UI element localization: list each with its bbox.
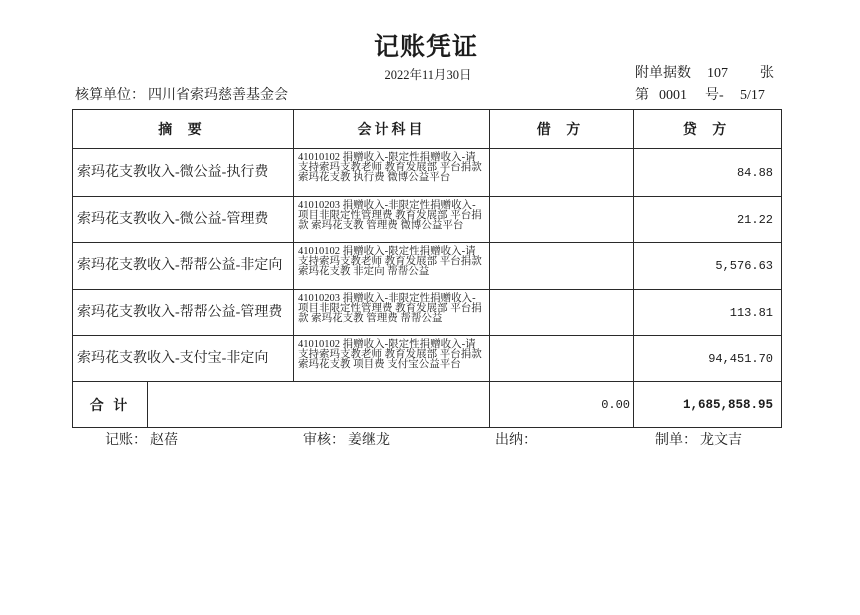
voucher-title: 记账凭证 bbox=[373, 34, 478, 61]
header-account: 会计科目 bbox=[294, 110, 490, 149]
row-account-cell bbox=[294, 197, 490, 243]
row-credit: 113.81 bbox=[634, 290, 782, 336]
row-summary: 索玛花支教收入-支付宝-非定向 bbox=[73, 336, 294, 382]
row-account: 41010203 捐赠收入-非限定性捐赠收入-项目非限定性管理费 教育发展部 平台捐款 索玛花支教 管理费 微博公益平台 bbox=[298, 200, 482, 232]
cashier-label: 出纳： bbox=[495, 433, 537, 448]
row-credit: 84.88 bbox=[634, 149, 782, 197]
reviewer-label: 审核： bbox=[303, 433, 345, 448]
row-credit: 21.22 bbox=[634, 197, 782, 243]
row-debit bbox=[490, 197, 634, 243]
row-account-cell bbox=[294, 149, 490, 197]
preparer-name: 龙文吉 bbox=[700, 433, 742, 448]
row-account: 41010102 捐赠收入-限定性捐赠收入-请支持索玛支教老师 教育发展部 平台捐款 索玛花支教 非定向 帮帮公益 bbox=[298, 246, 482, 278]
row-debit bbox=[490, 290, 634, 336]
attachment-count-label: 附单据数 bbox=[635, 66, 691, 81]
accounting-unit-name: 四川省索玛慈善基金会 bbox=[148, 88, 288, 103]
attachment-unit: 张 bbox=[760, 66, 774, 81]
accounting-unit-label: 核算单位： bbox=[75, 88, 145, 103]
row-account-cell bbox=[294, 336, 490, 382]
row-debit bbox=[490, 336, 634, 382]
row-summary: 索玛花支教收入-帮帮公益-非定向 bbox=[73, 243, 294, 290]
table-row bbox=[73, 149, 782, 197]
row-debit bbox=[490, 149, 634, 197]
table-row bbox=[73, 290, 782, 336]
header-credit: 贷 方 bbox=[634, 110, 782, 149]
total-blank-cell bbox=[148, 382, 490, 428]
reviewer-name: 姜继龙 bbox=[348, 433, 390, 448]
header-summary: 摘 要 bbox=[73, 110, 294, 149]
table-row bbox=[73, 197, 782, 243]
row-account: 41010102 捐赠收入-限定性捐赠收入-请支持索玛支教老师 教育发展部 平台捐款 索玛花支教 项目费 支付宝公益平台 bbox=[298, 339, 482, 371]
attachment-count: 107 bbox=[707, 66, 728, 81]
row-credit: 94,451.70 bbox=[634, 336, 782, 382]
row-account: 41010203 捐赠收入-非限定性捐赠收入-项目非限定性管理费 教育发展部 平台捐款 索玛花支教 管理费 帮帮公益 bbox=[298, 293, 482, 325]
voucher-date: 2022年11月30日 bbox=[384, 68, 472, 82]
bookkeeper-label: 记账： bbox=[105, 433, 147, 448]
row-summary: 索玛花支教收入-微公益-执行费 bbox=[73, 149, 294, 197]
total-row bbox=[73, 382, 782, 428]
total-credit: 1,685,858.95 bbox=[634, 382, 782, 428]
row-summary: 索玛花支教收入-帮帮公益-管理费 bbox=[73, 290, 294, 336]
table-row bbox=[73, 336, 782, 382]
bookkeeper-name: 赵蓓 bbox=[150, 433, 178, 448]
row-credit: 5,576.63 bbox=[634, 243, 782, 290]
voucher-table bbox=[72, 109, 782, 428]
header-debit: 借 方 bbox=[490, 110, 634, 149]
row-account-cell bbox=[294, 290, 490, 336]
voucher-number-suffix: 号- bbox=[705, 88, 724, 103]
total-debit: 0.00 bbox=[490, 382, 634, 428]
preparer-label: 制单： bbox=[655, 433, 697, 448]
voucher-page-count: 5/17 bbox=[740, 88, 765, 103]
row-account-cell bbox=[294, 243, 490, 290]
table-row bbox=[73, 243, 782, 290]
row-summary: 索玛花支教收入-微公益-管理费 bbox=[73, 197, 294, 243]
row-debit bbox=[490, 243, 634, 290]
voucher-number-prefix: 第 bbox=[635, 88, 649, 103]
table-header-row bbox=[73, 110, 782, 149]
total-label: 合 计 bbox=[73, 382, 148, 428]
row-account: 41010102 捐赠收入-限定性捐赠收入-请支持索玛支教老师 教育发展部 平台捐款 索玛花支教 执行费 微博公益平台 bbox=[298, 152, 482, 184]
voucher-number: 0001 bbox=[659, 88, 687, 103]
